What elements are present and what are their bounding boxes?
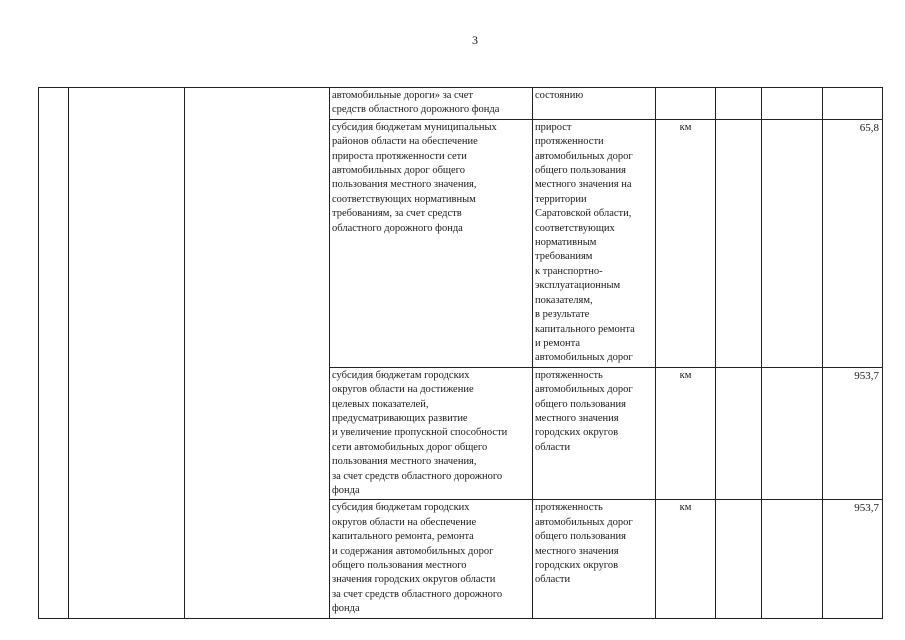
- document-table: [38, 87, 883, 619]
- empty-cell: [762, 500, 823, 618]
- indicator-cell: [533, 119, 656, 367]
- empty-cell: [716, 500, 762, 618]
- empty-cell: [762, 367, 823, 500]
- indicator-cell: [533, 367, 656, 500]
- measure-description-text: субсидия бюджетам городских округов области на достижение целевых показателей, предусматривающих развитие и увеличение пропускной способности сети автомобильных дорог общего пользования местного значения, за счет средств областного дорожного фонда: [332, 369, 508, 496]
- unit-cell: [656, 119, 716, 367]
- value-text: 65,8: [859, 121, 879, 134]
- indicator-text: протяженность автомобильных дорог общего пользования местного значения городских округов области: [535, 502, 633, 586]
- measure-description-cell: [330, 119, 533, 367]
- program-name-cell: [69, 88, 185, 619]
- measure-description-cell: [330, 500, 533, 618]
- value-text: 953,7: [854, 369, 879, 382]
- page-number: 3: [472, 33, 478, 47]
- indicator-cell: [533, 500, 656, 618]
- value-text: 953,7: [854, 502, 879, 515]
- table-row: [39, 88, 883, 120]
- empty-cell: [716, 88, 762, 120]
- empty-cell: [762, 88, 823, 120]
- row-number-cell: [39, 88, 69, 619]
- measure-description-text: субсидия бюджетам городских округов области на обеспечение капитального ремонта, ремонта и содержания автомобильных дорог общего пользования местного значения городских округов области за счет средств областного дорожного фонда: [332, 502, 503, 615]
- indicator-text: прирост протяженности автомобильных дорог общего пользования местного значения на территории Саратовской области, соответствующих нормативным требованиям к транспортно- эксплуатационным показателям, в результате капитального ремонта и ремонта автомобильных дорог: [535, 121, 635, 364]
- unit-text: км: [679, 502, 692, 514]
- program-goal-cell: [185, 88, 330, 619]
- unit-cell: [656, 500, 716, 618]
- measure-description-cell: [330, 367, 533, 500]
- indicator-text: протяженность автомобильных дорог общего пользования местного значения городских округов области: [535, 369, 633, 453]
- empty-cell: [716, 119, 762, 367]
- value-cell: [823, 500, 883, 618]
- document-table-container: [38, 87, 882, 615]
- indicator-text: состоянию: [535, 90, 584, 101]
- value-cell: [823, 88, 883, 120]
- empty-cell: [762, 119, 823, 367]
- unit-cell: [656, 367, 716, 500]
- measure-description-cell: [330, 88, 533, 120]
- unit-text: км: [679, 121, 692, 133]
- value-cell: [823, 119, 883, 367]
- measure-description-text: субсидия бюджетам муниципальных районов области на обеспечение прироста протяженности сети автомобильных дорог общего пользования местного значения, соответствующих нормативным требованиям, за счет средств областного дорожного фонда: [332, 121, 497, 234]
- empty-cell: [716, 367, 762, 500]
- unit-cell: [656, 88, 716, 120]
- measure-description-text: автомобильные дороги» за счет средств областного дорожного фонда: [332, 90, 500, 116]
- indicator-cell: [533, 88, 656, 120]
- unit-text: км: [679, 369, 692, 381]
- value-cell: [823, 367, 883, 500]
